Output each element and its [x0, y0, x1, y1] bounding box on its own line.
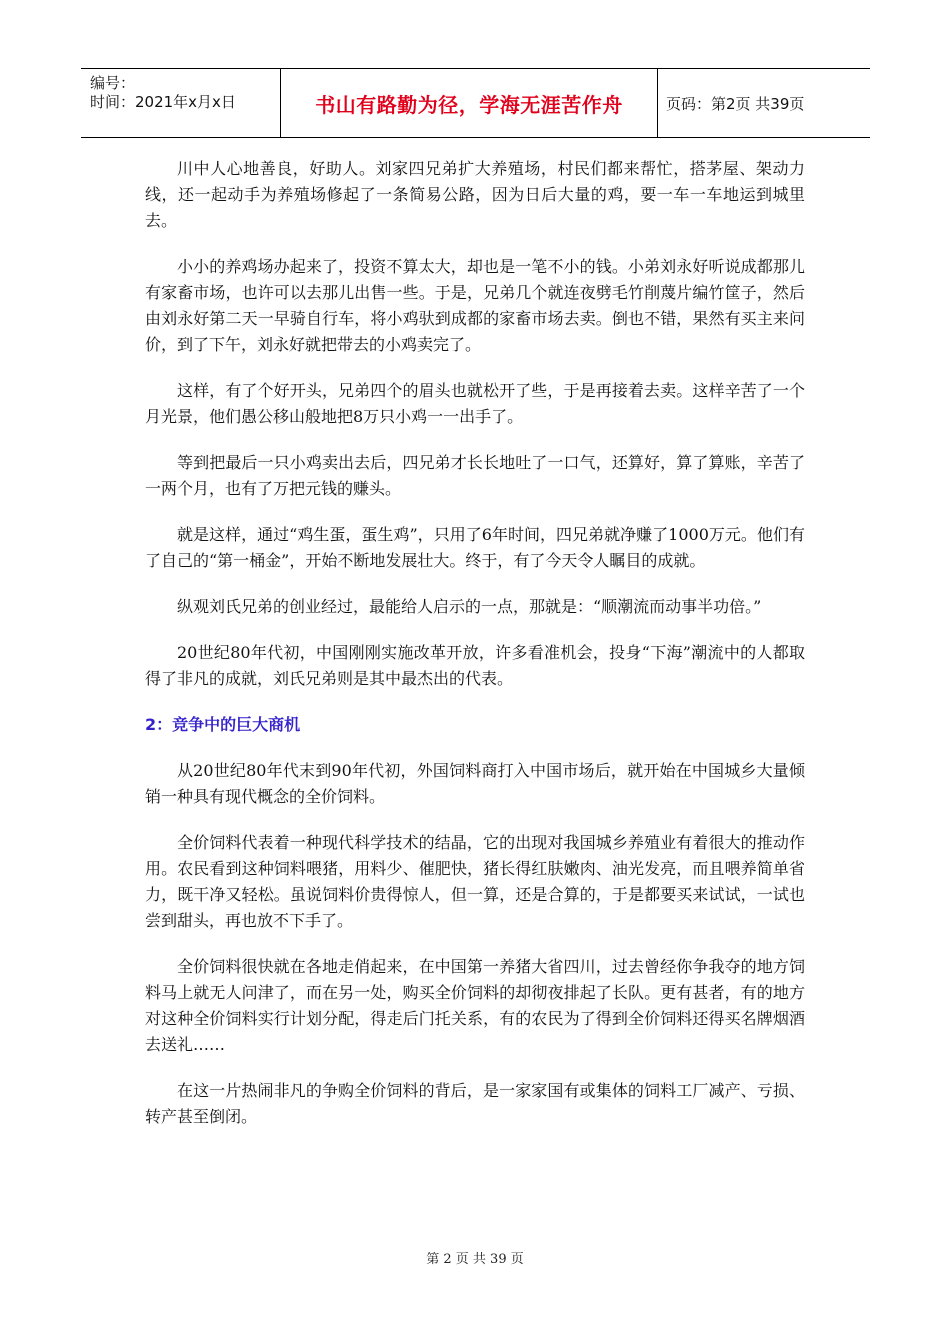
paragraph: 川中人心地善良，好助人。刘家四兄弟扩大养殖场，村民们都来帮忙，搭茅屋、架动力线，还一起动手为养殖场修起了一条简易公路，因为日后大量的鸡，要一车一车地运到城里去。 — [145, 159, 805, 230]
page-header — [81, 68, 870, 138]
header-motto: 书山有路勤为径，学海无涯苦作舟 — [315, 92, 623, 117]
paragraph: 全价饲料很快就在各地走俏起来，在中国第一养猪大省四川，过去曾经你争我夺的地方饲料马上就无人问津了，而在另一处，购买全价饲料的却彻夜排起了长队。更有甚者，有的地方对这种全价饲料实行计划分配，得走后门托关系，有的农民为了得到全价饲料还得买名牌烟酒去送礼…… — [145, 957, 805, 1054]
paragraph: 在这一片热闹非凡的争购全价饲料的背后，是一家家国有或集体的饲料工厂减产、亏损、转产甚至倒闭。 — [145, 1081, 805, 1126]
header-time-label: 时间：2021年x月x日 — [90, 93, 236, 111]
header-page-cell — [658, 69, 870, 137]
header-meta — [81, 69, 281, 137]
paragraph: 就是这样，通过“鸡生蛋，蛋生鸡”，只用了6年时间，四兄弟就净赚了1000万元。他们有了自己的“第一桶金”，开始不断地发展壮大。终于，有了今天令人瞩目的成就。 — [145, 525, 805, 570]
paragraph: 等到把最后一只小鸡卖出去后，四兄弟才长长地吐了一口气，还算好，算了算账，辛苦了一两个月，也有了万把元钱的赚头。 — [145, 453, 805, 498]
paragraph: 纵观刘氏兄弟的创业经过，最能给人启示的一点，那就是：“顺潮流而动事半功倍。” — [177, 597, 762, 616]
header-motto-cell — [281, 69, 658, 137]
section-title: 2：竞争中的巨大商机 — [145, 715, 301, 734]
header-page-info: 页码：第2页 共39页 — [666, 94, 805, 113]
paragraph: 20世纪80年代初，中国刚刚实施改革开放，许多看准机会，投身“下海”潮流中的人都取得了非凡的成就，刘氏兄弟则是其中最杰出的代表。 — [145, 643, 805, 688]
paragraph: 全价饲料代表着一种现代科学技术的结晶，它的出现对我国城乡养殖业有着很大的推动作用。农民看到这种饲料喂猪，用料少、催肥快，猪长得红肤嫩肉、油光发亮，而且喂养简单省力，既干净又轻松。虽说饲料价贵得惊人，但一算，还是合算的，于是都要买来试试，一试也尝到甜头，再也放不下手了。 — [145, 833, 805, 930]
page-footer: 第 2 页 共 39 页 — [426, 1252, 524, 1267]
paragraph: 这样，有了个好开头，兄弟四个的眉头也就松开了些，于是再接着去卖。这样辛苦了一个月光景，他们愚公移山般地把8万只小鸡一一出手了。 — [145, 381, 805, 426]
header-id-label: 编号： — [90, 74, 136, 92]
paragraph: 从20世纪80年代末到90年代初，外国饲料商打入中国市场后，就开始在中国城乡大量倾销一种具有现代概念的全价饲料。 — [145, 761, 805, 806]
paragraph: 小小的养鸡场办起来了，投资不算太大，却也是一笔不小的钱。小弟刘永好听说成都那儿有家畜市场，也许可以去那儿出售一些。于是，兄弟几个就连夜劈毛竹削蔑片编竹筐子，然后由刘永好第二天一早骑自行车，将小鸡驮到成都的家畜市场去卖。倒也不错，果然有买主来问价，到了下午，刘永好就把带去的小鸡卖完了。 — [145, 257, 805, 354]
article-body — [145, 156, 805, 1150]
